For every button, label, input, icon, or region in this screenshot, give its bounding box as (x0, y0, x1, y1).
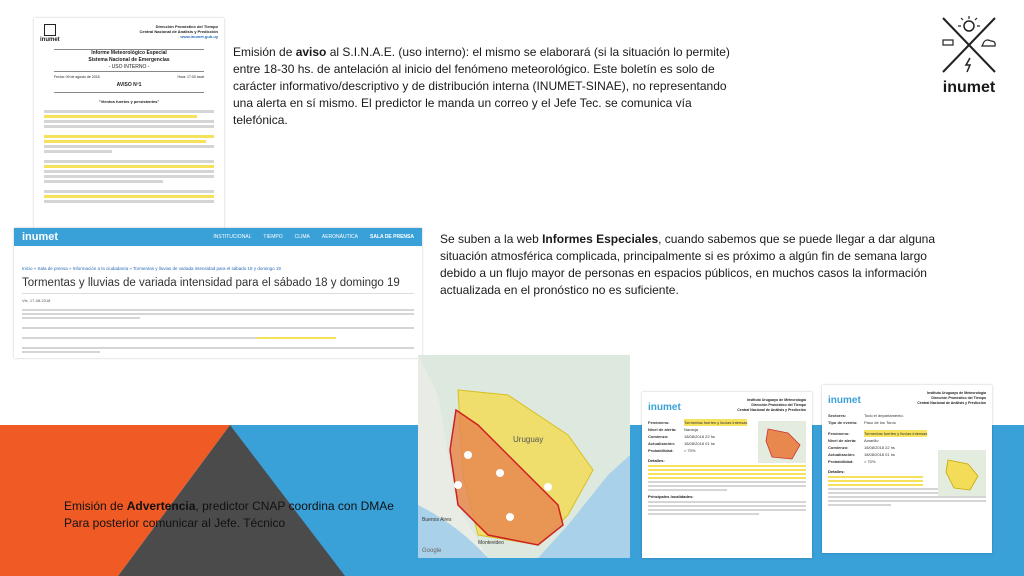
weather-cross-icon (937, 14, 1001, 76)
aviso-subtitle: "Vientos fuertes y persistentes" (98, 99, 160, 104)
doc-title: - USO INTERNO - (108, 64, 150, 70)
map-label-country: Uruguay (513, 435, 544, 444)
breadcrumb[interactable]: Inicio » Sala de prensa » Información a la ciudadanía » Tormentas y lluvias de variada intensidad para el sábado 18 y domingo 19 (22, 266, 281, 271)
logo-text: inumet (942, 79, 996, 96)
advertencia-document-2 (822, 385, 992, 553)
web-page-screenshot (14, 228, 422, 358)
field-row: Nivel de alerta: Amarillo (828, 438, 879, 443)
doc-header-line: Instituto Uruguayo de Meteorología (747, 398, 806, 402)
field-row: Comienzo: 18/08/2018 22 hs (648, 434, 715, 439)
page-body-lines (14, 305, 422, 358)
field-row: Fenómeno: Tormentas fuertes y lluvias intensas (648, 420, 748, 425)
doc-header-line: Dirección Pronóstico del Tiempo (155, 24, 218, 29)
principales-label: Principales localidades: (648, 494, 694, 499)
field-row: Actualización: 18/08/2018 01 hs (648, 441, 715, 446)
detalles-label: Detalles: (828, 469, 845, 474)
map-label-buenos-aires: Buenos Aires (422, 517, 452, 523)
warning-map (418, 355, 630, 558)
doc-header-line: www.inumet.gub.uy (180, 34, 218, 39)
nav-tiempo[interactable]: TIEMPO (263, 234, 283, 240)
map-label-montevideo: Montevideo (478, 540, 504, 546)
doc-hour: Hora: 17:00 local (177, 75, 204, 79)
doc-body-lines (34, 104, 224, 209)
field-row: Tipo de evento: Paso de los Toros (828, 420, 896, 425)
field-row: Sectores: Todo el departamento. (828, 413, 904, 418)
inumet-logo (937, 14, 1001, 94)
map-brand: Google (422, 548, 442, 554)
field-row: Fenómeno: Tormentas fuertes y lluvias intensas (828, 431, 928, 436)
mini-map (758, 421, 806, 463)
doc-logo: inumet (648, 402, 681, 413)
field-row: Probabilidad: > 70% (648, 448, 696, 453)
nav-aeronautica[interactable]: AERONÁUTICA (321, 234, 358, 240)
nav-sala-de-prensa[interactable]: SALA DE PRENSA (370, 234, 414, 240)
doc-logo: inumet (40, 24, 60, 43)
web-navbar (14, 228, 422, 246)
nav-clima[interactable]: CLIMA (294, 234, 310, 240)
field-row: Probabilidad: > 70% (828, 459, 876, 464)
doc-header-line: Central Nacional de Análisis y Predicción (737, 408, 806, 412)
field-row: Actualización: 18/08/2018 01 hs (828, 452, 895, 457)
doc-title: Informe Meteorológico Especial (91, 50, 167, 56)
doc-header-line: Instituto Uruguayo de Meteorología (927, 391, 986, 395)
doc-header-line: Dirección Pronóstico del Tiempo (751, 403, 806, 407)
doc-logo: inumet (828, 395, 861, 406)
field-row: Comienzo: 18/08/2018 22 hs (828, 445, 895, 450)
doc-header-line: Central Nacional de Análisis y Predicción (139, 29, 218, 34)
doc-title: Sistema Nacional de Emergencias (88, 57, 170, 63)
aviso-number: AVISO Nº1 (116, 82, 142, 88)
doc-header-line: Dirección Pronóstico del Tiempo (931, 396, 986, 400)
aviso-document (34, 18, 224, 228)
nav-institucional[interactable]: INSTITUCIONAL (213, 234, 252, 240)
advertencia-document-1 (642, 392, 812, 558)
advertencia-line2: Para posterior comunicar al Jefe. Técnico (64, 516, 286, 530)
aviso-description: Emisión de aviso al S.I.N.A.E. (uso interno): el mismo se elaborará (si la situación lo permite) entre 18-30 hs. de antelación al inicio del fenómeno meteorológico. Este boletín es solo de carácter informativo/descriptivo y de distribución interna (INUMET-SINAE), no representando una alerta en sí mismo. El predictor le manda un correo y el Jefe Tec. se comunica vía telefónica. (233, 45, 730, 127)
mini-map (938, 450, 986, 496)
doc-date: Fecha: 09 de agosto de 2018 (54, 75, 100, 79)
field-row: Nivel de alerta: Naranja (648, 427, 699, 432)
web-logo[interactable]: inumet (22, 231, 59, 243)
map-graphic (418, 355, 630, 558)
page-title: Tormentas y lluvias de variada intensidad para el sábado 18 y domingo 19 (22, 277, 400, 289)
detalles-label: Detalles: (648, 458, 665, 463)
page-date: Vie, 17-08-2018 (22, 298, 51, 303)
doc-header-line: Central Nacional de Análisis y Predicción (917, 401, 986, 405)
advertencia-description: Emisión de Advertencia, predictor CNAP coordina con DMAe Para posterior comunicar al Jefe. Técnico (64, 498, 404, 532)
informes-description: Se suben a la web Informes Especiales, cuando sabemos que se puede llegar a dar alguna situación atmosférica complicada, principalmente si es próximo a algún fin de semana largo debido a un flujo mayor de personas en espacios públicos, en muchos casos la información actualizada en el pronóstico no es suficiente. (440, 232, 936, 297)
